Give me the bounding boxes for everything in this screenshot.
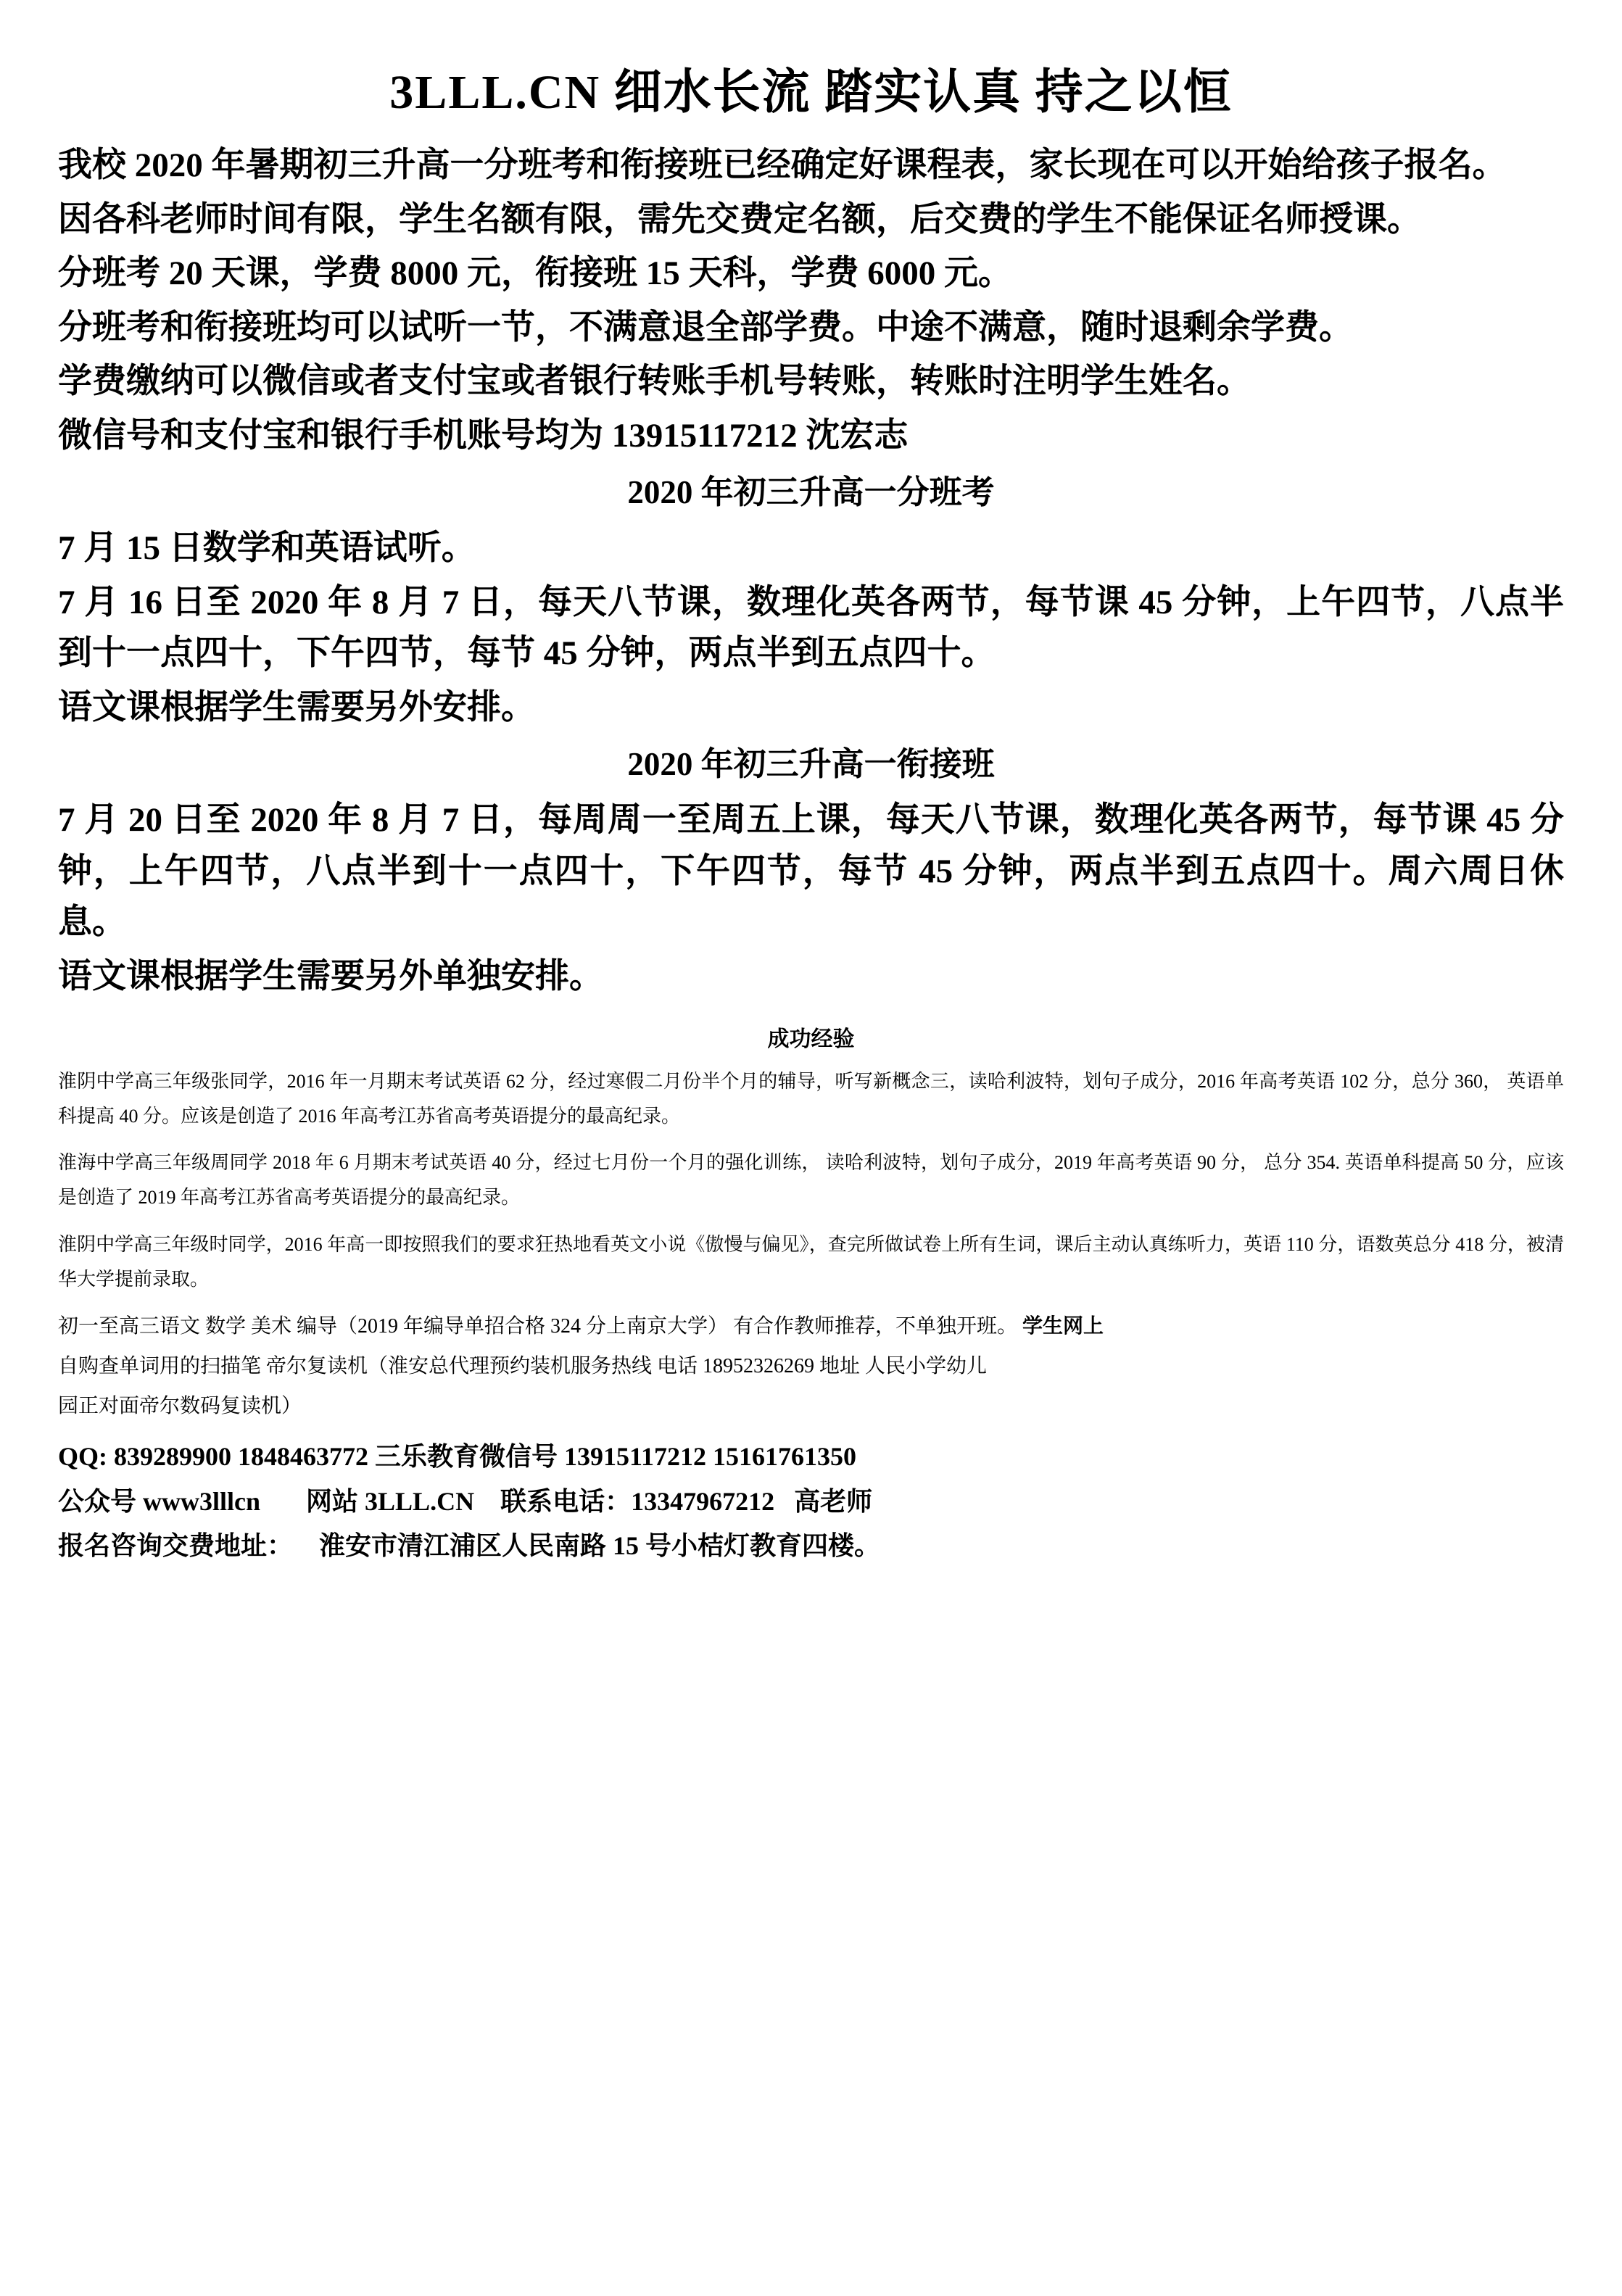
success-story-2: 淮海中学高三年级周同学 2018 年 6 月期末考试英语 40 分，经过七月份一个月的强化训练， 读哈利波特，划句子成分，2019 年高考英语 90 分， 总分 354. 英语单科提高 50 分，应该是创造了 2019 年高考江苏省高考英语提分的最高纪录。 (58, 1152, 1564, 1209)
wechat-official-value: www3lllcn (143, 1486, 261, 1516)
courses-note-line-2: 自购查单词用的扫描笔 帝尔复读机（淮安总代理预约装机服务热线 电话 18952326269 地址 人民小学幼儿 (58, 1354, 988, 1377)
placement-exam-paragraph-3: 语文课根据学生需要另外安排。 (58, 688, 535, 726)
bridge-class-paragraph-2: 语文课根据学生需要另外单独安排。 (58, 957, 603, 995)
intro-paragraph-6: 微信号和支付宝和银行手机账号均为 13915117212 沈宏志 (58, 416, 909, 455)
intro-paragraph-3: 分班考 20 天课，学费 8000 元，衔接班 15 天科，学费 6000 元。 (58, 254, 1012, 293)
section-heading-bridge-class: 2020 年初三升高一衔接班 (627, 746, 995, 783)
placement-exam-paragraph-2: 7 月 16 日至 2020 年 8 月 7 日，每天八节课，数理化英各两节，每节课 45 分钟，上午四节，八点半到十一点四十，下午四节，每节 45 分钟，两点半到五点四十。 (58, 583, 1564, 673)
intro-paragraph-5: 学费缴纳可以微信或者支付宝或者银行转账手机号转账，转账时注明学生姓名。 (58, 362, 1251, 401)
section-heading-placement-exam: 2020 年初三升高一分班考 (627, 474, 995, 511)
teacher-name: 高老师 (794, 1486, 873, 1516)
contact-address (58, 1526, 1564, 1567)
courses-note-plain: 初一至高三语文 数学 美术 编导（2019 年编导单招合格 324 分上南京大学） 有合作教师推荐，不单独开班。 (58, 1314, 1018, 1338)
courses-note-line-3: 园正对面帝尔数码复读机） (58, 1394, 302, 1417)
website-label: 网站 (306, 1486, 359, 1516)
intro-paragraph-2: 因各科老师时间有限，学生名额有限，需先交费定名额，后交费的学生不能保证名师授课。 (58, 200, 1421, 239)
placement-exam-paragraph-1: 7 月 15 日数学和英语试听。 (58, 529, 476, 568)
courses-note-highlight: 学生网上 (1022, 1314, 1104, 1338)
spacer (58, 1428, 1564, 1433)
intro-paragraph-1: 我校 2020 年暑期初三升高一分班考和衔接班已经确定好课程表，家长现在可以开始给孩子报名。 (58, 146, 1507, 185)
courses-note-line-1 (58, 1309, 1564, 1344)
phone-label: 联系电话： (500, 1486, 632, 1516)
contact-qq-wechat: QQ: 839289900 1848463772 三乐教育微信号 13915117212 15161761350 (58, 1441, 857, 1471)
contact-web-phone (58, 1482, 1564, 1522)
address-label: 报名咨询交费地址： (58, 1531, 294, 1561)
section-heading-success-stories: 成功经验 (767, 1027, 855, 1052)
success-story-1: 淮阴中学高三年级张同学，2016 年一月期末考试英语 62 分，经过寒假二月份半个月的辅导，听写新概念三，读哈利波特，划句子成分，2016 年高考英语 102 分，总分 360， 英语单科提高 40 分。应该是创造了 2016 年高考江苏省高考英语提分的最高纪录。 (58, 1071, 1564, 1127)
address-value: 淮安市清江浦区人民南路 15 号小桔灯教育四楼。 (319, 1531, 881, 1561)
phone-value: 13347967212 (631, 1486, 775, 1516)
website-value: 3LLL.CN (365, 1486, 475, 1516)
bridge-class-paragraph-1: 7 月 20 日至 2020 年 8 月 7 日，每周周一至周五上课，每天八节课，数理化英各两节，每节课 45 分钟，上午四节，八点半到十一点四十，下午四节，每节 45 分钟，两点半到五点四十。周六周日休息。 (58, 801, 1564, 942)
success-story-3: 淮阴中学高三年级时同学，2016 年高一即按照我们的要求狂热地看英文小说《傲慢与偏见》，查完所做试卷上所有生词，课后主动认真练听力，英语 110 分，语数英总分 418 分，被清华大学提前录取。 (58, 1233, 1564, 1290)
intro-paragraph-4: 分班考和衔接班均可以试听一节，不满意退全部学费。中途不满意，随时退剩余学费。 (58, 308, 1353, 347)
page-title: 3LLL.CN 细水长流 踏实认真 持之以恒 (389, 66, 1233, 119)
wechat-official-label: 公众号 (58, 1486, 137, 1516)
